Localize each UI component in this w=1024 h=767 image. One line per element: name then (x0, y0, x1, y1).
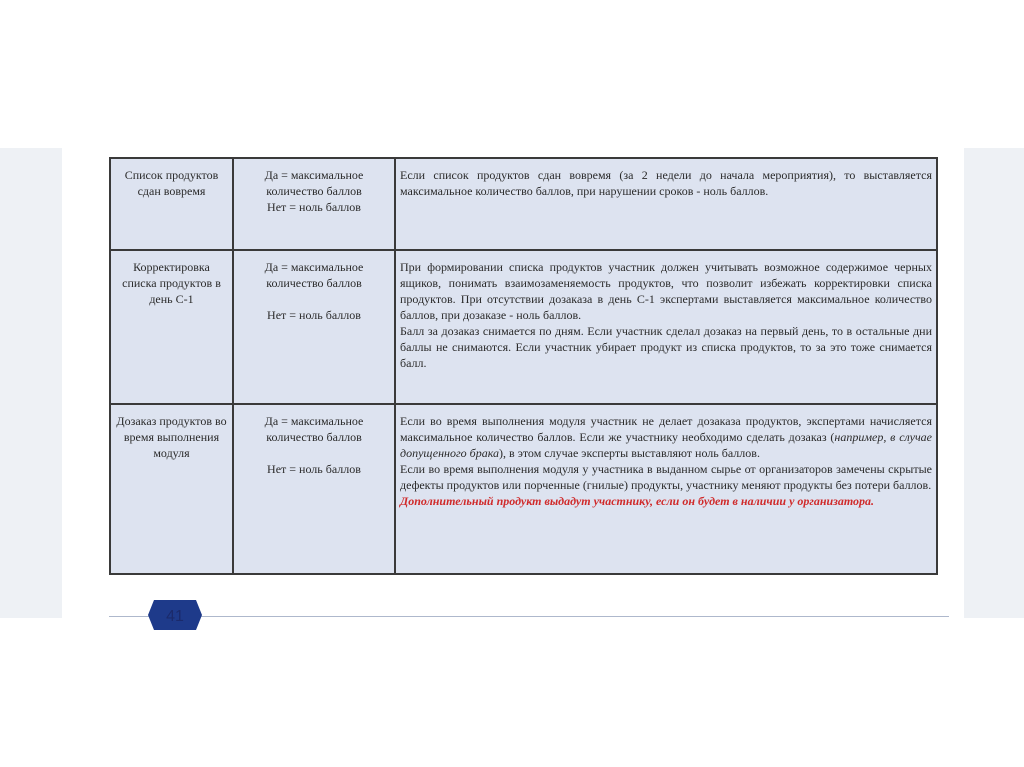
table-row (110, 404, 937, 574)
description-text: Если во время выполнения модуля у участника в выданном сырье от организаторов замечены скрытые дефекты продуктов или порченные (гнилые) продукты, участнику меняют продукты без потери баллов. (400, 462, 932, 492)
description-text: Если во время выполнения модуля участник не делает дозаказа продуктов, экспертами начисляется максимальное количество баллов. Если же участнику необходимо сделать дозаказ (например, в случае допущенного брака), в этом случае эксперты выставляют ноль баллов. (400, 414, 932, 460)
description-cell (395, 250, 937, 404)
description-text: Если список продуктов сдан вовремя (за 2 недели до начала мероприятия), то выставляется максимальное количество баллов, при нарушении сроков - ноль баллов. (400, 168, 932, 198)
highlight-note: Дополнительный продукт выдадут участнику, если он будет в наличии у организатора. (400, 494, 875, 508)
page-number: 41 (166, 608, 184, 625)
description-text: При формировании списка продуктов участник должен учитывать возможное содержимое черных ящиков, понимать взаимозаменяемость продуктов, что позволит избежать корректировки списка продуктов. При отсутствии дозаказа в день С-1 экспертами выставляется максимальное количество баллов, при дозаказе - ноль баллов. (400, 260, 932, 322)
criteria-table (109, 157, 938, 575)
example-italic: например, в случае допущенного брака (400, 430, 932, 460)
score-no: Нет = ноль баллов (267, 200, 361, 214)
score-cell (233, 404, 395, 574)
description-cell (395, 404, 937, 574)
page-number-badge (148, 600, 202, 630)
table-row (110, 158, 937, 250)
score-yes: Да = максимальное количество баллов (264, 414, 364, 444)
description-cell (395, 158, 937, 250)
score-yes: Да = максимальное количество баллов (264, 260, 364, 290)
description-text: Балл за дозаказ снимается по дням. Если участник сделал дозаказ на первый день, то в остальные дни баллы не снимаются. Если участник убирает продукт из списка продуктов, то за это тоже снимается балл. (400, 324, 932, 370)
score-no: Нет = ноль баллов (267, 308, 361, 322)
right-margin (964, 148, 1024, 618)
left-margin (0, 148, 62, 618)
document-slide (62, 148, 964, 625)
criterion-cell: Корректировка списка продуктов в день С-1 (110, 250, 233, 404)
score-cell (233, 250, 395, 404)
score-no: Нет = ноль баллов (267, 462, 361, 476)
footer-divider (109, 616, 949, 617)
score-yes: Да = максимальное количество баллов (264, 168, 364, 198)
table-row (110, 250, 937, 404)
score-cell (233, 158, 395, 250)
criterion-cell: Список продуктов сдан вовремя (110, 158, 233, 250)
criterion-cell: Дозаказ продуктов во время выполнения модуля (110, 404, 233, 574)
